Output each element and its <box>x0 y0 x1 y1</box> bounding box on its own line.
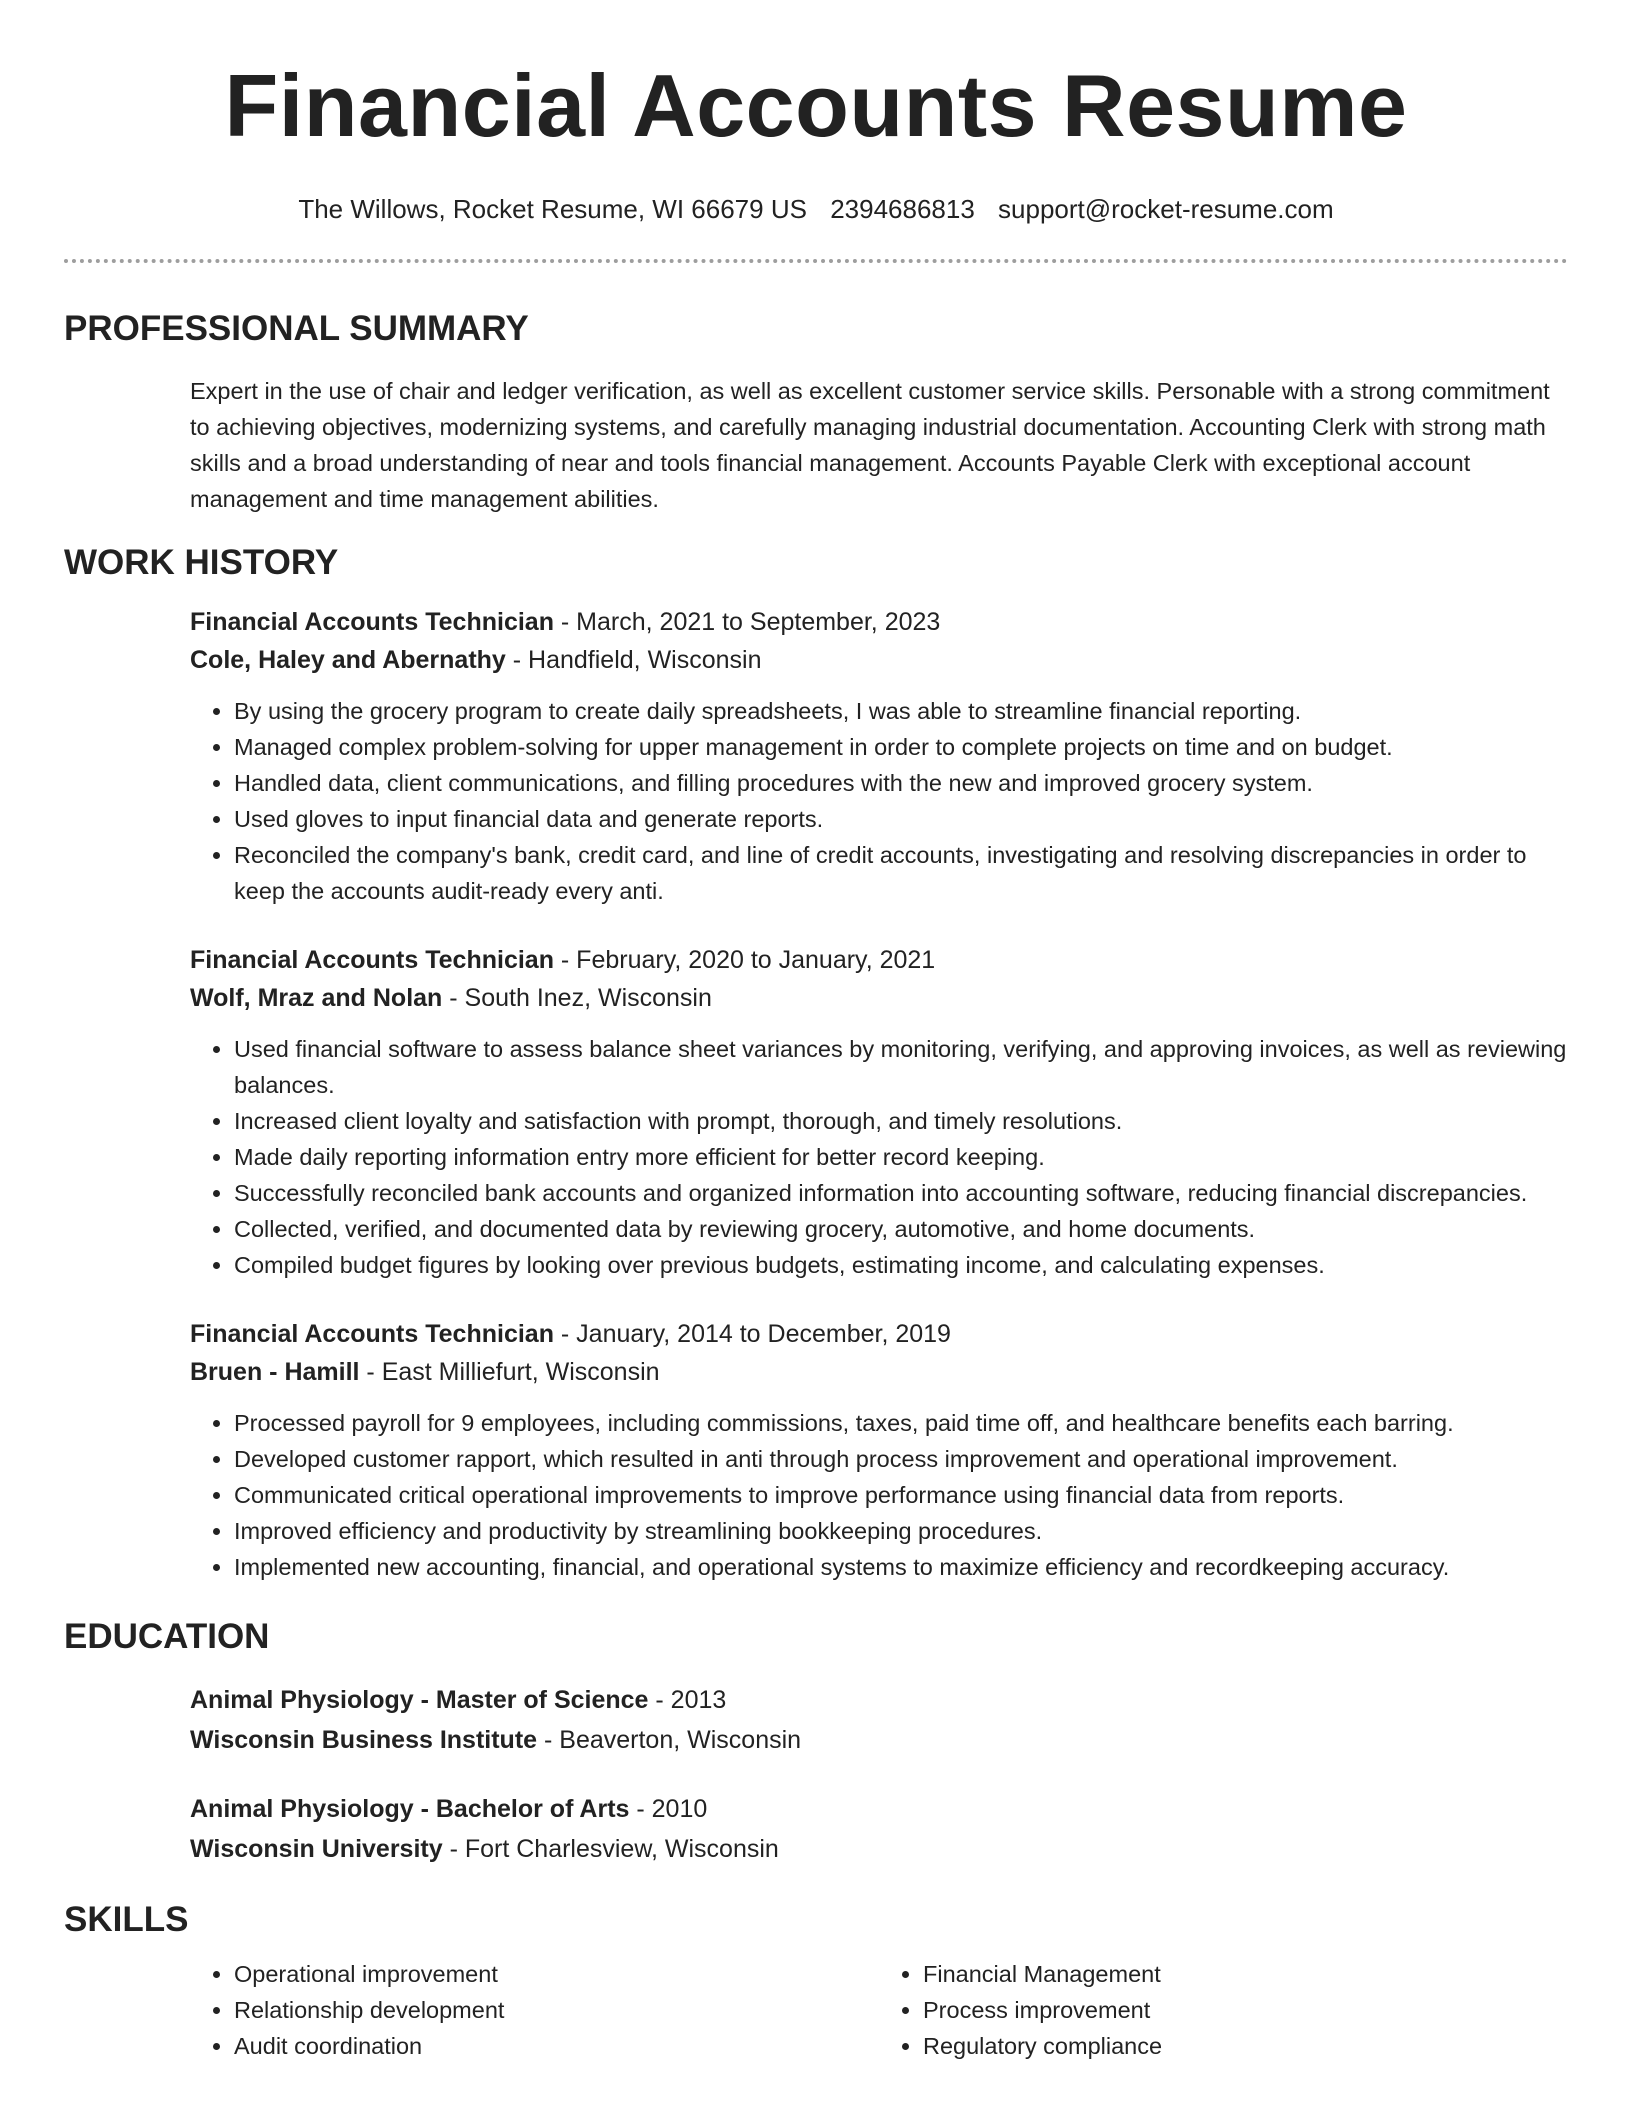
education-heading: EDUCATION <box>64 1617 270 1656</box>
job-bullet: • Made daily reporting information entry more efficient for better record keeping. <box>234 1139 1568 1175</box>
education-degree: Animal Physiology - Master of Science <box>190 1686 649 1714</box>
education-year: - 2010 <box>629 1795 708 1823</box>
job-company-line <box>190 1353 1568 1391</box>
skill-item: • Relationship development <box>234 1992 879 2028</box>
skill-item: • Audit coordination <box>234 2028 879 2064</box>
job-title-line <box>190 941 1568 979</box>
job-bullet: • Improved efficiency and productivity by streamlining bookkeeping procedures. <box>234 1513 1568 1549</box>
header-divider <box>64 259 1568 263</box>
job-title-line <box>190 603 1568 641</box>
job-location: - South Inez, Wisconsin <box>442 984 712 1012</box>
skills-column-right <box>879 1956 1568 2064</box>
job-bullet: • Used financial software to assess balance sheet variances by monitoring, verifying, and approving invoices, as well as reviewing balances. <box>234 1031 1568 1103</box>
job-bullet: • Developed customer rapport, which resulted in anti through process improvement and operational improvement. <box>234 1441 1568 1477</box>
skill-item: • Operational improvement <box>234 1956 879 1992</box>
job-bullet: • Successfully reconciled bank accounts and organized information into accounting software, reducing financial discrepancies. <box>234 1175 1568 1211</box>
summary-heading: PROFESSIONAL SUMMARY <box>64 309 529 348</box>
job-bullet: • Reconciled the company's bank, credit card, and line of credit accounts, investigating and resolving discrepancies in order to keep the accounts audit-ready every anti. <box>234 837 1568 909</box>
education-school-line <box>190 1721 1568 1759</box>
job-bullet-list <box>190 1405 1568 1585</box>
job-bullet: • Implemented new accounting, financial, and operational systems to maximize efficiency and recordkeeping accuracy. <box>234 1549 1568 1585</box>
education-school: Wisconsin Business Institute <box>190 1726 538 1754</box>
resume-title: Financial Accounts Resume <box>224 56 1408 155</box>
job-title-line <box>190 1315 1568 1353</box>
job-entry <box>190 941 1568 1283</box>
job-position: Financial Accounts Technician <box>190 1320 554 1348</box>
education-degree-line <box>190 1790 1568 1828</box>
job-bullet-list <box>190 693 1568 909</box>
job-dates: - January, 2014 to December, 2019 <box>553 1320 951 1348</box>
skills-grid <box>190 1956 1568 2064</box>
skills-heading: SKILLS <box>64 1900 189 1939</box>
job-company: Cole, Haley and Abernathy <box>190 646 506 674</box>
education-section <box>0 1615 1632 1868</box>
education-location: - Fort Charlesview, Wisconsin <box>442 1835 779 1863</box>
education-degree: Animal Physiology - Bachelor of Arts <box>190 1795 630 1823</box>
contact-address: The Willows, Rocket Resume, WI 66679 US <box>298 194 807 224</box>
education-school-line <box>190 1830 1568 1868</box>
work-history-heading: WORK HISTORY <box>64 543 339 582</box>
resume-header <box>0 0 1632 225</box>
education-year: - 2013 <box>648 1686 727 1714</box>
job-company: Wolf, Mraz and Nolan <box>190 984 443 1012</box>
skill-item: • Financial Management <box>923 1956 1568 1992</box>
job-entry <box>190 1315 1568 1585</box>
skill-item: • Regulatory compliance <box>923 2028 1568 2064</box>
job-company: Bruen - Hamill <box>190 1358 360 1386</box>
job-company-line <box>190 641 1568 679</box>
job-position: Financial Accounts Technician <box>190 608 554 636</box>
education-entry <box>190 1681 1568 1759</box>
skills-section <box>0 1898 1632 2064</box>
job-bullet: • By using the grocery program to create daily spreadsheets, I was able to streamline financial reporting. <box>234 693 1568 729</box>
job-dates: - March, 2021 to September, 2023 <box>553 608 941 636</box>
job-company-line <box>190 979 1568 1017</box>
job-bullet: • Increased client loyalty and satisfaction with prompt, thorough, and timely resolutions. <box>234 1103 1568 1139</box>
skills-column-left <box>190 1956 879 2064</box>
job-location: - Handfield, Wisconsin <box>505 646 762 674</box>
job-position: Financial Accounts Technician <box>190 946 554 974</box>
job-bullet: • Collected, verified, and documented data by reviewing grocery, automotive, and home documents. <box>234 1211 1568 1247</box>
job-bullet: • Used gloves to input financial data and generate reports. <box>234 801 1568 837</box>
contact-email: support@rocket-resume.com <box>998 194 1334 224</box>
job-bullet: • Managed complex problem-solving for upper management in order to complete projects on time and on budget. <box>234 729 1568 765</box>
summary-text: Expert in the use of chair and ledger verification, as well as excellent customer service skills. Personable with a strong commitment to achieving objectives, modernizing systems, and carefully managing industrial documentation. Accounting Clerk with strong math skills and a broad understanding of near and tools financial management. Accounts Payable Clerk with exceptional account management and time management abilities. <box>190 378 1550 512</box>
work-history-section <box>0 541 1632 1585</box>
job-bullet: • Communicated critical operational improvements to improve performance using financial data from reports. <box>234 1477 1568 1513</box>
contact-line <box>0 194 1632 225</box>
job-bullet-list <box>190 1031 1568 1283</box>
summary-section <box>0 307 1632 517</box>
contact-phone: 2394686813 <box>830 194 975 224</box>
education-entry <box>190 1790 1568 1868</box>
education-school: Wisconsin University <box>190 1835 443 1863</box>
job-entry <box>190 603 1568 909</box>
job-bullet: • Processed payroll for 9 employees, including commissions, taxes, paid time off, and healthcare benefits each barring. <box>234 1405 1568 1441</box>
job-bullet: • Handled data, client communications, and filling procedures with the new and improved grocery system. <box>234 765 1568 801</box>
education-degree-line <box>190 1681 1568 1719</box>
skill-item: • Process improvement <box>923 1992 1568 2028</box>
job-dates: - February, 2020 to January, 2021 <box>553 946 936 974</box>
job-bullet: • Compiled budget figures by looking over previous budgets, estimating income, and calculating expenses. <box>234 1247 1568 1283</box>
job-location: - East Milliefurt, Wisconsin <box>359 1358 660 1386</box>
education-location: - Beaverton, Wisconsin <box>537 1726 802 1754</box>
